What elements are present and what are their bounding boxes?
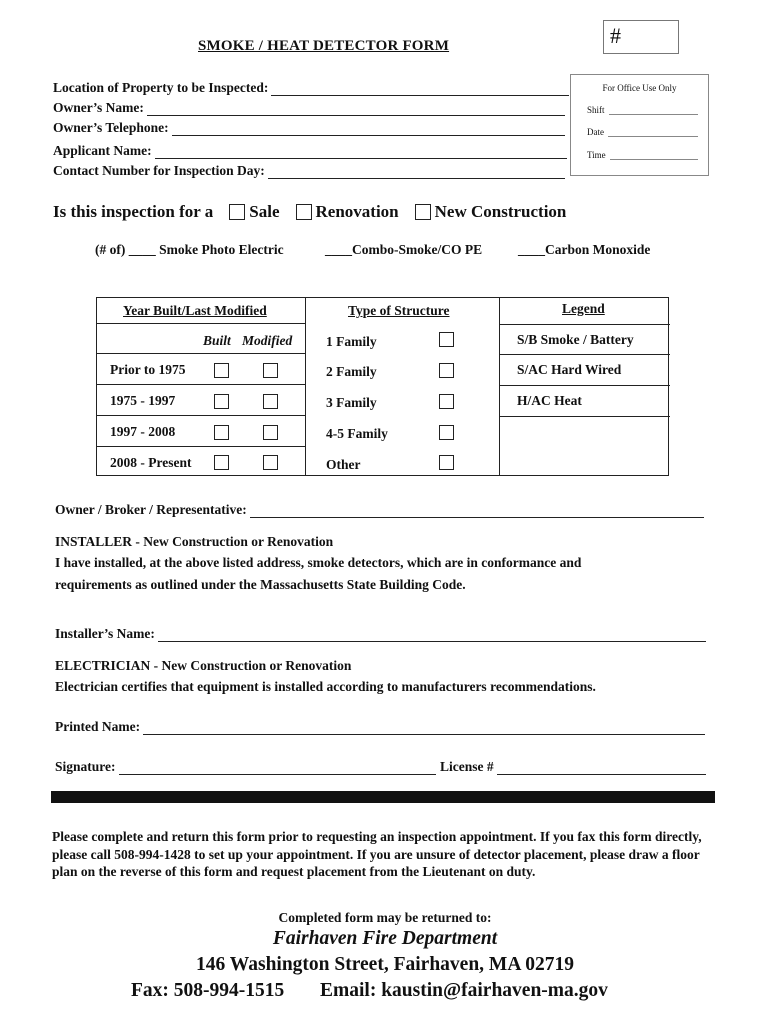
license-label: License # — [440, 759, 494, 774]
year-header: Year Built/Last Modified — [123, 303, 267, 318]
broker-label: Owner / Broker / Representative: — [55, 502, 247, 517]
office-time-row[interactable] — [587, 150, 698, 160]
type-checkbox[interactable] — [439, 332, 454, 347]
legend-item: S/B Smoke / Battery — [517, 332, 634, 347]
type-checkbox[interactable] — [439, 394, 454, 409]
type-row-label: 2 Family — [326, 364, 377, 379]
owner-name-label: Owner’s Name: — [53, 100, 144, 115]
installer-name-label: Installer’s Name: — [55, 626, 155, 641]
form-number-box[interactable] — [603, 20, 679, 54]
signature-field[interactable] — [55, 759, 436, 775]
combo-count[interactable]: ____Combo-Smoke/CO PE — [325, 242, 483, 257]
office-time-label: Time — [587, 150, 606, 160]
contact-label: Contact Number for Inspection Day: — [53, 163, 265, 178]
type-row-label: 3 Family — [326, 395, 377, 410]
new-construction-checkbox[interactable] — [415, 204, 431, 220]
type-row-label: 1 Family — [326, 334, 377, 349]
type-checkbox[interactable] — [439, 363, 454, 378]
year-row-label: 1997 - 2008 — [110, 424, 176, 439]
modified-checkbox[interactable] — [263, 455, 278, 470]
smoke-photo-count[interactable]: (# of) ____ Smoke Photo Electric — [95, 242, 284, 257]
legend-header: Legend — [562, 301, 605, 316]
electrician-statement: Electrician certifies that equipment is installed according to manufacturers recommendations. — [55, 679, 596, 694]
type-checkbox[interactable] — [439, 455, 454, 470]
structure-table — [96, 297, 669, 476]
office-use-box — [570, 74, 709, 176]
return-to-text: Completed form may be returned to: — [278, 910, 492, 925]
legend-item: H/AC Heat — [517, 393, 582, 408]
built-checkbox[interactable] — [214, 455, 229, 470]
modified-subheader: Modified — [242, 333, 293, 348]
built-checkbox[interactable] — [214, 425, 229, 440]
divider-bar — [51, 791, 715, 803]
office-shift-row[interactable] — [587, 105, 698, 115]
year-row-label: Prior to 1975 — [110, 362, 186, 377]
office-date-label: Date — [587, 127, 604, 137]
co-count[interactable]: ____Carbon Monoxide — [518, 242, 651, 257]
type-row-label: Other — [326, 457, 361, 472]
installer-name-field[interactable] — [55, 626, 706, 642]
signature-label: Signature: — [55, 759, 116, 774]
office-use-heading: For Office Use Only — [602, 83, 677, 93]
applicant-label: Applicant Name: — [53, 143, 152, 158]
renovation-checkbox[interactable] — [296, 204, 312, 220]
fax-number: Fax: 508-994-1515 — [131, 980, 285, 1001]
type-checkbox[interactable] — [439, 425, 454, 440]
sale-checkbox[interactable] — [229, 204, 245, 220]
email-address[interactable]: Email: kaustin@fairhaven-ma.gov — [320, 980, 608, 1001]
printed-name-label: Printed Name: — [55, 719, 141, 734]
installer-statement-line2: requirements as outlined under the Massachusetts State Building Code. — [55, 577, 466, 592]
owner-phone-field[interactable] — [53, 120, 565, 136]
office-date-row[interactable] — [587, 127, 698, 137]
renovation-label: Renovation — [315, 202, 399, 221]
year-row-label: 1975 - 1997 — [110, 393, 176, 408]
sale-label: Sale — [249, 202, 280, 221]
built-subheader: Built — [203, 333, 231, 348]
inspection-type-row — [53, 202, 566, 222]
installer-statement-line1: I have installed, at the above listed address, smoke detectors, which are in conformance and — [55, 555, 582, 570]
new-construction-label: New Construction — [434, 202, 567, 221]
installer-heading: INSTALLER - New Construction or Renovation — [55, 534, 334, 549]
owner-name-field[interactable] — [53, 100, 565, 116]
applicant-field[interactable] — [53, 143, 567, 159]
modified-checkbox[interactable] — [263, 394, 278, 409]
built-checkbox[interactable] — [214, 394, 229, 409]
owner-phone-label: Owner’s Telephone: — [53, 120, 169, 135]
department-address: 146 Washington Street, Fairhaven, MA 02719 — [196, 954, 574, 975]
legend-item: S/AC Hard Wired — [517, 362, 622, 377]
type-row-label: 4-5 Family — [326, 426, 388, 441]
number-label: # — [610, 23, 621, 48]
form-title: SMOKE / HEAT DETECTOR FORM — [198, 38, 450, 54]
modified-checkbox[interactable] — [263, 363, 278, 378]
office-shift-label: Shift — [587, 105, 605, 115]
location-field[interactable] — [53, 80, 569, 96]
contact-field[interactable] — [53, 163, 565, 179]
license-field[interactable] — [440, 759, 706, 775]
department-name: Fairhaven Fire Department — [272, 928, 498, 949]
broker-field[interactable] — [55, 502, 704, 518]
year-row-label: 2008 - Present — [110, 455, 192, 470]
electrician-heading: ELECTRICIAN - New Construction or Renovation — [55, 658, 352, 673]
inspection-question: Is this inspection for a — [53, 202, 214, 221]
modified-checkbox[interactable] — [263, 425, 278, 440]
built-checkbox[interactable] — [214, 363, 229, 378]
type-header: Type of Structure — [348, 303, 450, 318]
location-label: Location of Property to be Inspected: — [53, 80, 269, 95]
instructions-paragraph: Please complete and return this form prior to requesting an inspection appointment. If you fax this form directly, please call 508-994-1428 to set up your appointment. If you are unsure of detector placement, please draw a floor plan on the reverse of this form and request placement from the Lieutenant on duty. — [52, 829, 702, 879]
printed-name-field[interactable] — [55, 719, 705, 735]
